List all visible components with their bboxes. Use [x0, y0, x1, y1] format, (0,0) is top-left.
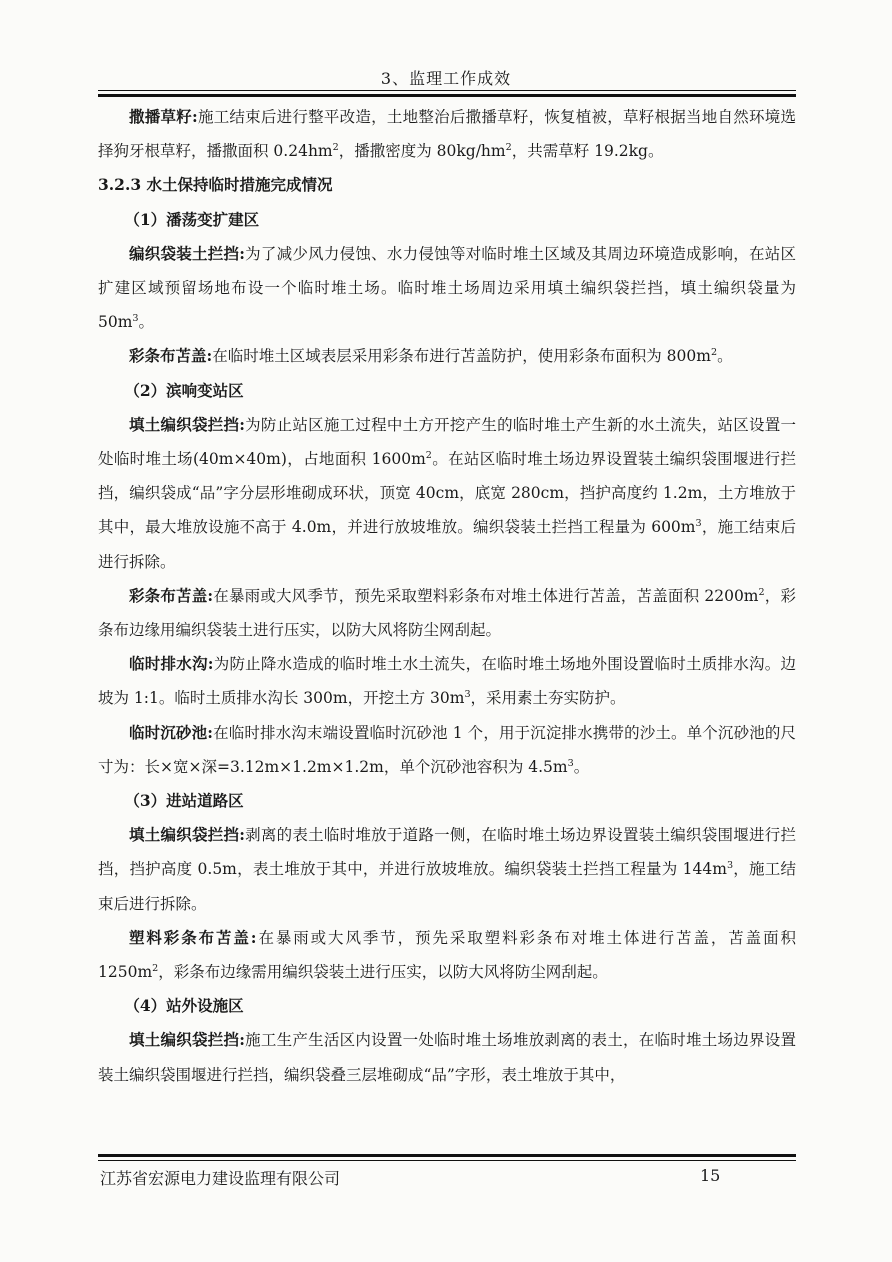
paragraph-text: ，播撒密度为 80kg/hm: [338, 142, 506, 161]
term-label: 撒播草籽:: [129, 107, 198, 126]
header-rule-thin: [98, 90, 796, 91]
term-label: 彩条布苫盖:: [129, 585, 214, 605]
superscript: 2: [425, 449, 432, 461]
header-title: 3、监理工作成效: [380, 69, 512, 88]
term-label: 临时排水沟:: [129, 654, 214, 674]
paragraph-plastic-tarp-cover: [98, 921, 796, 989]
subsection-heading: （2）滨响变站区: [124, 380, 244, 400]
paragraph-text: ，施工结束后进行拆除。: [98, 518, 796, 571]
paragraph-fill-bag-barrier: [98, 1023, 796, 1091]
term-label: 填土编织袋拦挡:: [129, 825, 245, 845]
superscript: 2: [710, 347, 718, 359]
section-heading: 3.2.3 水土保持临时措施完成情况: [98, 175, 333, 195]
superscript: 3: [695, 518, 702, 530]
paragraph-text: ，彩条布边缘用编织袋装土进行压实，以防大风将防尘网刮起。: [98, 586, 796, 640]
term-label: 填土编织袋拦挡:: [129, 414, 245, 434]
term-label: 填土编织袋拦挡:: [129, 1030, 245, 1050]
paragraph-text: ，采用素土夯实防护。: [470, 689, 626, 708]
paragraph-text: 。: [717, 347, 733, 366]
paragraph-text: 在临时排水沟末端设置临时沉砂池 1 个，用于沉淀排水携带的沙土。单个沉砂池的尺寸为：长×宽×深=3.12m×1.2m×1.2m，单个沉砂池容积为 4.5m: [98, 723, 796, 776]
paragraph-tarp-cover: [98, 339, 796, 373]
superscript: 3: [132, 313, 139, 325]
paragraph-text: 。: [573, 757, 590, 776]
paragraph-text: ，共需草籽 19.2kg。: [511, 142, 664, 161]
paragraph-text: 剥离的表土临时堆放于道路一侧，在临时堆土场边界设置装土编织袋围堰进行拦挡，挡护高度 0.5m，表土堆放于其中，并进行放坡堆放。编织袋装土拦挡工程量为 144m: [98, 826, 796, 879]
paragraph-text: 在临时堆土区域表层采用彩条布进行苫盖防护，使用彩条布面积为 800m: [212, 347, 711, 366]
paragraph-text: 施工结束后进行整平改造，土地整治后撒播草籽，恢复植被，草籽根据当地自然环境选择狗牙根草籽，播撒面积 0.24hm: [98, 108, 796, 161]
paragraph-text: 。: [138, 313, 155, 332]
paragraph-text: 在暴雨或大风季节，预先采取塑料彩条布对堆土体进行苫盖，苫盖面积 2200m: [213, 586, 759, 605]
paragraph-tarp-cover: [98, 579, 796, 647]
term-label: 彩条布苫盖:: [129, 346, 213, 366]
body-text: [98, 100, 796, 1092]
superscript: 2: [152, 962, 159, 974]
paragraph-fill-bag-barrier: [98, 818, 796, 921]
paragraph-text: 为防止站区施工过程中土方开挖产生的临时堆土产生新的水土流失，站区设置一处临时堆土场(40m×40m)，占地面积 1600m: [98, 415, 796, 469]
paragraph-text: ，施工结束后进行拆除。: [98, 860, 796, 913]
superscript: 2: [332, 142, 339, 154]
paragraph-text: ，彩条布边缘需用编织袋装土进行压实，以防大风将防尘网刮起。: [158, 963, 608, 982]
footer-company-name: 江苏省宏源电力建设监理有限公司: [100, 1169, 341, 1188]
paragraph-text: 为防止降水造成的临时堆土水土流失，在临时堆土场地外围设置临时土质排水沟。边坡为 1:1。临时土质排水沟长 300m，开挖土方 30m: [98, 655, 796, 708]
paragraph-drainage-ditch: [98, 647, 796, 715]
paragraph-sediment-basin: [98, 716, 796, 784]
paragraph-text: 施工生产生活区内设置一处临时堆土场堆放剥离的表土，在临时堆土场边界设置装土编织袋围堰进行拦挡，编织袋叠三层堆砌成“品”字形，表土堆放于其中，: [98, 1031, 796, 1084]
paragraph-woven-bag-barrier: [98, 237, 796, 340]
superscript: 3: [464, 689, 471, 701]
footer-rule-thin: [98, 1160, 796, 1161]
paragraph-sowing-grass: [98, 100, 796, 168]
superscript: 3: [567, 757, 574, 769]
term-label: 编织袋装土拦挡:: [129, 243, 245, 263]
paragraph-fill-bag-barrier: [98, 408, 796, 579]
superscript: 2: [758, 586, 765, 598]
header-rule-thick: [98, 94, 796, 97]
footer-rule-thick: [98, 1154, 796, 1157]
paragraph-text: 在暴雨或大风季节，预先采取塑料彩条布对堆土体进行苫盖，苫盖面积 1250m: [98, 928, 796, 982]
term-label: 塑料彩条布苫盖:: [129, 927, 257, 947]
subsection-heading: （1）潘荡变扩建区: [124, 209, 260, 229]
paragraph-text: 。在站区临时堆土场边界设置装土编织袋围堰进行拦挡，编织袋成“品”字分层形堆砌成环状，顶宽 40cm，底宽 280cm，挡护高度约 1.2m，土方堆放于其中，最大堆放设施不高于 4.0m，并进行放坡堆放。编织袋装土拦挡工程量为 600m: [98, 450, 796, 537]
subsection-heading: （3）进站道路区: [124, 791, 244, 811]
subsection-heading: （4）站外设施区: [124, 996, 244, 1016]
term-label: 临时沉砂池:: [129, 722, 213, 742]
page-number: 15: [700, 1166, 721, 1185]
paragraph-text: 为了减少风力侵蚀、水力侵蚀等对临时堆土区域及其周边环境造成影响，在站区扩建区域预留场地布设一个临时堆土场。临时堆土场周边采用填土编织袋拦挡，填土编织袋量为 50m: [98, 244, 796, 332]
superscript: 3: [726, 860, 734, 872]
superscript: 2: [505, 142, 512, 154]
